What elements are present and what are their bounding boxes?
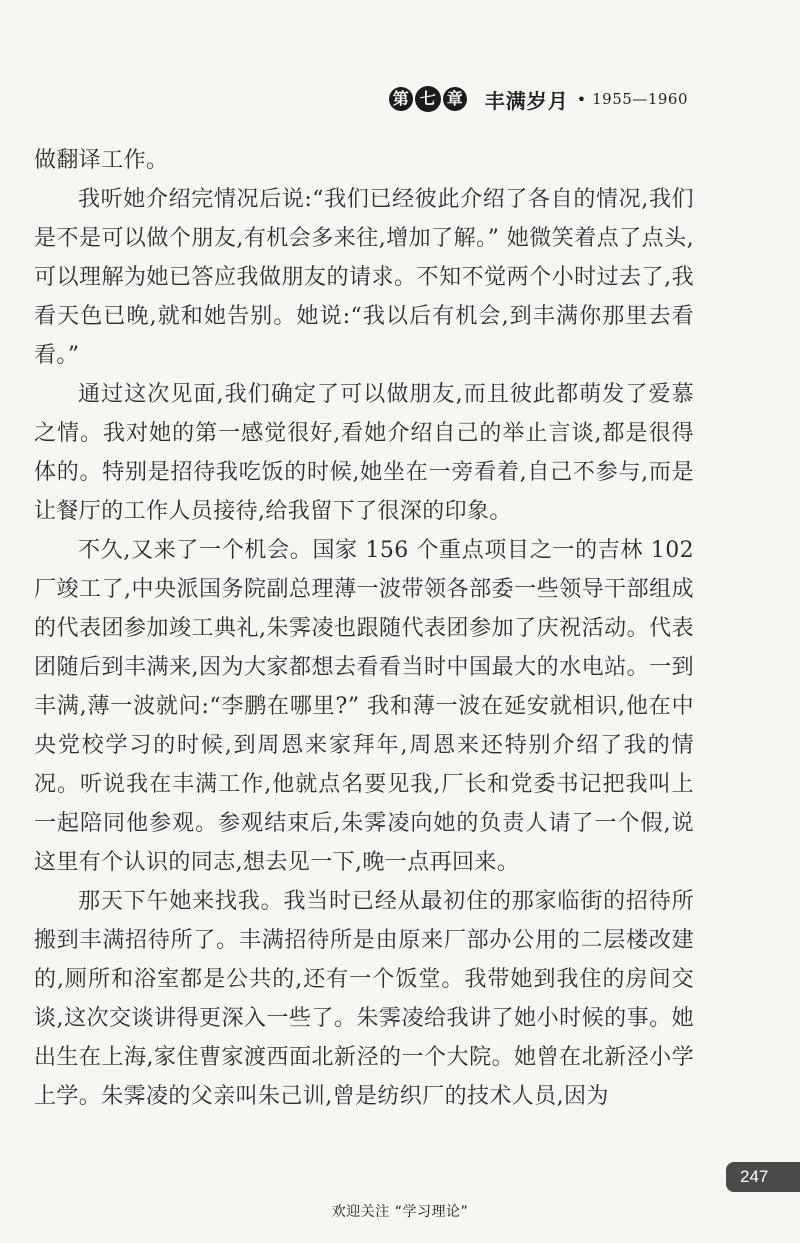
- paragraph: 不久,又来了一个机会。国家 156 个重点项目之一的吉林 102 厂竣工了,中央派国务院副总理薄一波带领各部委一些领导干部组成的代表团参加竣工典礼,朱霁凌也跟随代表团参加了庆祝活动。代表团随后到丰满来,因为大家都想去看看当时中国最大的水电站。一到丰满,薄一波就问:“李鹏在哪里?” 我和薄一波在延安就相识,他在中央党校学习的时候,到周恩来家拜年,周恩来还特别介绍了我的情况。听说我在丰满工作,他就点名要见我,厂长和党委书记把我叫上一起陪同他参观。参观结束后,朱霁凌向她的负责人请了一个假,说这里有个认识的同志,想去见一下,晚一点再回来。: [34, 538, 694, 875]
- running-header: [389, 84, 688, 114]
- chapter-badge: [389, 86, 467, 112]
- footer-note: 欢迎关注 “学习理论”: [331, 1204, 469, 1220]
- page-body: [34, 141, 694, 1116]
- chapter-title: 丰满岁月: [484, 88, 569, 113]
- paragraph: 做翻译工作。: [34, 148, 169, 173]
- paragraph: 那天下午她来找我。我当时已经从最初住的那家临街的招待所搬到丰满招待所了。丰满招待所是由原来厂部办公用的二层楼改建的,厕所和浴室都是公共的,还有一个饭堂。我带她到我住的房间交谈,这次交谈讲得更深入一些了。朱霁凌给我讲了她小时候的事。她出生在上海,家住曹家渡西面北新泾的一个大院。她曾在北新泾小学上学。朱霁凌的父亲叫朱己训,曾是纺织厂的技术人员,因为: [34, 889, 694, 1109]
- chapter-badge-char: 第: [389, 87, 413, 111]
- paragraph: 通过这次见面,我们确定了可以做朋友,而且彼此都萌发了爱慕之情。我对她的第一感觉很好,看她介绍自己的举止言谈,都是很得体的。特别是招待我吃饭的时候,她坐在一旁看着,自己不参与,而是让餐厅的工作人员接待,给我留下了很深的印象。: [34, 382, 694, 524]
- chapter-badge-char: 章: [443, 87, 467, 111]
- chapter-years: 1955—1960: [592, 90, 688, 108]
- chapter-badge-char: 七: [415, 86, 441, 112]
- header-separator-dot: •: [576, 89, 587, 109]
- page-number-tab: 247: [726, 1162, 800, 1192]
- paragraph: 我听她介绍完情况后说:“我们已经彼此介绍了各自的情况,我们是不是可以做个朋友,有机会多来往,增加了解。” 她微笑着点了点头,可以理解为她已答应我做朋友的请求。不知不觉两个小时过去了,我看天色已晚,就和她告别。她说:“我以后有机会,到丰满你那里去看看。”: [34, 187, 694, 368]
